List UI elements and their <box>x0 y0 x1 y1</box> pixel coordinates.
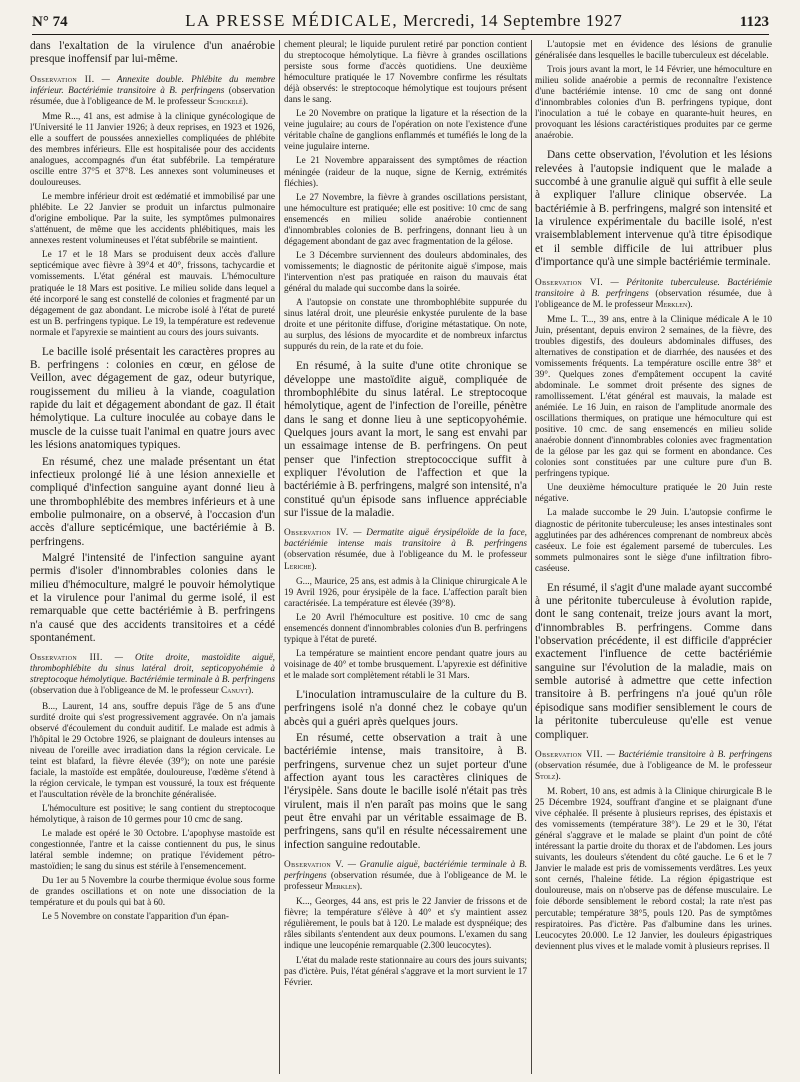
paragraph: Le 5 Novembre on constate l'apparition d'un épan- <box>42 912 229 923</box>
paragraph: Le 27 Novembre, la fièvre à grandes oscillations persistant, une hémoculture est pratiquée; elle est positive: 10 cmc de sang ensemencés en milieu solide anaérobie contiennent d'innombrables colonies de B. perfringens, donnant lieu à un dégagement abondant de gaz avec fragmentation de la gélose. <box>284 192 527 247</box>
column-rule <box>531 40 532 1074</box>
paragraph: Dans cette observation, l'évolution et les lésions relevées à l'autopsie indiquent que le malade a succombé à une granulie aiguë qui suffit à elle seule à expliquer l'allure clinique observée. La bactériémie à B. perfringens, malgré son intensité et la virulence expérimentale du bacille isolé, n'est vraisemblablement intervenue qu'à titre épisodique et il semble difficile de lui attribuer plus d'importance qu'à une simple bactériémie terminale. <box>535 149 772 269</box>
paragraph: La malade succombe le 29 Juin. L'autopsie confirme le diagnostic de péritonite tuberculeuse; les anses intestinales sont agglutinées par des adhérences comprenant de nombreux abcès caséeux. Le foie est également parsemé de tubercules. Les sommets pulmonaires sont le siège d'une infiltration fibro-caséeuse. <box>535 508 772 574</box>
paragraph: L'hémoculture est positive; le sang contient du streptocoque hémolytique, à raison de 10 germes pour 10 cmc de sang. <box>30 803 275 825</box>
column-middle <box>284 40 527 1076</box>
page-number: 1123 <box>739 14 769 30</box>
paragraph: En résumé, il s'agit d'une malade ayant succombé à une péritonite tuberculeuse à évolution rapide, dont le sang contenait, treize jours avant la mort, d'innombrables B. perfringens. Comme dans l'observation précédente, il est difficile d'apprécier exactement l'influence de cette bactériémie sanguine sur l'évolution de la maladie, mais on semble autorisé à admettre que cette infection transitoire à B. perfringens n'a joué qu'un rôle épisodique sans modifier sensiblement le cours de la péritonite tuberculeuse qu'elle est venue compliquer. <box>535 581 772 741</box>
paragraph: Le 3 Décembre surviennent des douleurs abdominales, des vomissements; le diagnostic de péritonite aiguë s'impose, mais l'intervention n'est pas pratiquée en raison du mauvais état général du malade qui succombe dans la soirée. <box>284 250 527 294</box>
running-title <box>185 11 622 34</box>
observation-heading-7: Observation VII. — Bactériémie transitoire à B. perfringens (observation résumée, due à l'obligeance de M. le professeur Stolz). <box>535 749 772 782</box>
observation-heading-4: Observation IV. — Dermatite aiguë érysipéloïde de la face, bactériémie intense mais transitoire à B. perfringens (observation résumée, due à l'obligeance du M. le professeur Leriche). <box>284 528 527 572</box>
paragraph: A l'autopsie on constate une thrombophlébite suppurée du sinus latéral droit, une pleurésie enkystée purulente de la base droite et une péritonite diffuse, d'origine métastatique. On note, au surplus, des lésions de myocardite et de nombreux infarctus suppurés du rein, de la rate et du foie. <box>284 298 527 353</box>
issue-date: Mercredi, 14 Septembre 1927 <box>403 11 623 30</box>
paragraph: Malgré l'intensité de l'infection sanguine ayant permis d'isoler d'innombrables colonies dans le milieu d'hémoculture, malgré le pouvoir hémolytique et la virulence pour l'animal du germe isolé, il est remarquable que cette bactériémie à B. perfringens n'a causé que des accidents transitoires et a cédé spontanément. <box>30 551 275 644</box>
paragraph: Mme R..., 41 ans, est admise à la clinique gynécologique de l'Université le 11 Janvier 1926; à deux reprises, en 1923 et 1926, elle a souffert de poussées annexielles compliquées de phlébite des membres inférieurs. Elle est hospitalisée pour des accidents analogues, accompagnés d'un état subfébrile. La température oscille entre 37°5 et 37°8. Les annexes sont volumineuses et douloureuses. <box>30 111 275 189</box>
paragraph: G..., Maurice, 25 ans, est admis à la Clinique chirurgicale A le 19 Avril 1926, pour érysipèle de la face. L'affection paraît bien caractérisée. La température est élevée (39°8). <box>284 576 527 609</box>
paragraph: Le membre inférieur droit est œdématié et immobilisé par une phlébite. Le 22 Janvier se produit un infarctus pulmonaire d'origine embolique. Par la suite, les symptômes pulmonaires s'atténuent, de même que les accidents phlébitiques, mais les annexes restent volumineuses et l'état subfébrile se maintient. <box>30 192 275 247</box>
page-header <box>32 8 769 35</box>
observation-heading-5: Observation V. — Granulie aiguë, bactériémie terminale à B. perfringens (observation résumée, due à l'obligeance de M. le professeur Merklen). <box>284 860 527 893</box>
paragraph: En résumé, à la suite d'une otite chronique se développe une mastoïdite aiguë, compliquée de thrombophlébite du sinus latéral. Le streptocoque hémolytique, agent de l'infection de l'oreille, pénètre dans le sang et donne lieu à une septicopyohémie. Quelques jours avant la mort, le sang est envahi par un essaimage intense de B. perfringens. On peut penser que l'infection streptococcique suffit à expliquer l'évolution de l'affection et que la bactériémie à B. perfringens, malgré son intensité, n'a constitué qu'un épisode sans influence appréciable sur l'issue de la maladie. <box>284 360 527 520</box>
observation-heading-2: Observation II. — Annexite double. Phlébite du membre inférieur. Bactériémie transitoire à B. perfringens (observation résumée, due à l'obligeance de M. le professeur Schickelé). <box>30 74 275 107</box>
paragraph: Le 21 Novembre apparaissent des symptômes de réaction méningée (raideur de la nuque, signe de Kernig, extrémités fléchies). <box>284 156 527 189</box>
paragraph: Le 20 Novembre on pratique la ligature et la résection de la veine jugulaire; au cours de l'opération on note l'existence d'une véritable chaîne de ganglions enflammés et tuméfiés le long de la veine jugulaire interne. <box>284 109 527 153</box>
issue-number: N° 74 <box>32 14 68 30</box>
column-right <box>535 40 772 1076</box>
paragraph: chement pleural; le liquide purulent retiré par ponction contient du streptocoque hémolytique. La fièvre à grandes oscillations persiste sous forme d'accès quotidiens. Une deuxième hémoculture pratiquée le 17 Novembre confirme les résultats déjà observés: le streptocoque hémolytique est toujours présent dans le sang. <box>284 40 527 106</box>
paragraph: Le malade est opéré le 30 Octobre. L'apophyse mastoïde est congestionnée, l'antre et la caisse contiennent du pus, le sinus latéral semble indemne; on pratique l'évidement pétro-mastoïdien; le sang du sinus est stérile à l'ensemencement. <box>30 829 275 873</box>
paragraph: Une deuxième hémoculture pratiquée le 20 Juin reste négative. <box>535 483 772 505</box>
journal-name: LA PRESSE MÉDICALE, <box>185 11 399 30</box>
paragraph: L'inoculation intramusculaire de la culture du B. perfringens isolé n'a donné chez le cobaye qu'un abcès qui a guéri après quelques jours. <box>284 689 527 728</box>
paragraph: Mme L. T..., 39 ans, entre à la Clinique médicale A le 10 Juin, présentant, depuis environ 2 semaines, de la fièvre, des troubles digestifs, des douleurs abdominales diffuses, des alternatives de constipation et de diarrhée, des nausées et des vomissements fréquents. La température oscille entre 38° et 39°. Quelques zones d'empâtement occupent la cavité abdominale. Le sommet droit présente des signes de ramollissement. L'état général est mauvais, la malade est anémiée. Le 16 Juin, en raison de l'amplitude anormale des oscillations thermiques, on pratique une hémoculture qui est positive. 10 cmc. de sang ensemencés en milieu solide anaérobie donnent d'innombrables colonies avec fragmentation de la gélose par les gaz qui se forment en abondance. Ces colonies sont constituées par une culture pure d'un B. perfringens typique. <box>535 314 772 480</box>
paragraph: Le bacille isolé présentait les caractères propres au B. perfringens : colonies en cœur, en gélose de Veillon, avec dégagement de gaz, odeur butyrique, rougissement du milieu à la viande, coagulation rapide du lait et dégagement abondant de gaz. Il était hémolytique. La culture inoculée au cobaye dans le muscle de la cuisse tuait l'animal en quatre jours avec les lésions anatomiques typiques. <box>30 345 275 452</box>
paragraph: L'état du malade reste stationnaire au cours des jours suivants; pas d'ictère. Puis, l'état général s'aggrave et la mort survient le 17 Février. <box>284 955 527 988</box>
observation-heading-3: Observation III. — Otite droite, mastoïdite aiguë, thrombophlébite du sinus latéral droit, septicopyohémie à streptocoque hémolytique. Bactériémie terminale à B. perfringens (observation due à l'obligeance de M. le professeur Canuyt). <box>30 653 275 697</box>
paragraph: En résumé, cette observation a trait à une bactériémie intense, mais transitoire, à B. perfringens, survenue chez un sujet porteur d'une affection ayant tous les caractères cliniques de l'érysipèle. Sans doute le bacille isolé n'était pas très virulent, mais il n'en paraît pas moins que le sang peut être envahi par un véritable essaimage de B. perfringens, sans qu'il en résulte nécessairement une infection sanguine redoutable. <box>284 732 527 851</box>
column-rule <box>279 40 280 1074</box>
paragraph: K..., Georges, 44 ans, est pris le 22 Janvier de frissons et de fièvre; la température s'élève à 40° et s'y maintient assez régulièrement, le pouls bat à 120. Le malade est dyspnéique; des râles sibilants s'entendent aux deux poumons. L'examen du sang indique une leucopénie remarquable (2.300 leucocytes). <box>284 897 527 952</box>
paragraph: La température se maintient encore pendant quatre jours au voisinage de 40° et tombe brusquement. L'apyrexie est définitive et le malade sort complètement rétabli le 31 Mars. <box>284 648 527 681</box>
paragraph: dans l'exaltation de la virulence d'un anaérobie presque inoffensif par lui-même. <box>30 40 275 66</box>
paragraph: Trois jours avant la mort, le 14 Février, une hémoculture en milieu solide anaérobie a permis de reconnaître l'existence d'une bactériémie intense. 10 cmc de sang ont donné d'innombrables colonies d'un B. perfringens typique, dont l'inoculation a tué le cobaye en quarante-huit heures, en provoquant les lésions caractéristiques produites par ce germe anaérobie. <box>535 65 772 142</box>
paragraph: Le 17 et le 18 Mars se produisent deux accès d'allure septicémique avec fièvre à 39°4 et 40°, frissons, tachycardie et vomissements. L'état général est mauvais. L'hémoculture pratiquée le 18 Mars est positive. Le milieu solide dans lequel a été incorporé le sang est constellé de colonies et fragmenté par un dégagement de gaz abondant. Le microbe isolé à l'état de pureté est un B. perfringens typique. Le 19, la température est redevenue normale et l'apyrexie se maintient au cours des jours suivants. <box>30 250 275 338</box>
paragraph: Le 20 Avril l'hémoculture est positive. 10 cmc de sang ensemencés donnent d'innombrables colonies d'un B. perfringens typique à l'état de pureté. <box>284 612 527 645</box>
paragraph: L'autopsie met en évidence des lésions de granulie généralisée dans lesquelles le bacille tuberculeux est décelable. <box>535 40 772 62</box>
paragraph: En résumé, chez une malade présentant un état infectieux prolongé lié à une lésion annexielle et compliqué d'infection sanguine ayant donné lieu à une thrombophlébite des membres inférieurs et à une embolie pulmonaire, on a observé, à l'occasion d'un accès d'allure septicémique, une bactériémie à B. perfringens. <box>30 455 275 548</box>
paragraph: B..., Laurent, 14 ans, souffre depuis l'âge de 5 ans d'une surdité droite qui s'est progressivement aggravée. On n'a jamais observé d'écoulement du conduit auditif. Le malade est admis à l'hôpital le 29 Octobre 1926, se plaignant de douleurs intenses au niveau de l'oreille avec irradiation dans la région cervicale. Le teint est blafard, la fièvre élevée (39°); on note une parésie faciale, la mastoïde est empâtée, douloureuse, l'œdème s'étend à la région cervicale, le tympan est voussuré, la toux est fréquente et l'auscultation révèle de la bronchite généralisée. <box>30 701 275 800</box>
paragraph: Du 1er au 5 Novembre la courbe thermique évolue sous forme de grandes oscillations et on note une dissociation de la température et du pouls qui bat à 60. <box>30 876 275 909</box>
observation-heading-6: Observation VI. — Péritonite tuberculeuse. Bactériémie transitoire à B. perfringens (observation résumée, due à l'obligeance de M. le professeur Merklen). <box>535 277 772 310</box>
paragraph: M. Robert, 10 ans, est admis à la Clinique chirurgicale B le 25 Décembre 1924, souffrant d'angine et se plaignant d'une vive céphalée. Il présente à plusieurs reprises, des épistaxis et des vomissements (température 38°). Le 29 et le 30, l'état général s'aggrave et le malade se plaint d'un point de côté intéressant la partie droite du thorax et de l'abdomen. Les jours suivants, les douleurs s'étendent du côté gauche. Le 6 et le 7 Janvier le malade est pris de vomissements verdâtres. Les yeux sont cernés, l'haleine fétide. La région épigastrique est douloureuse, mais on n'observe pas de défense musculaire. Le foie déborde sensiblement le rebord costal; la rate n'est pas percutable; température 38°5, pouls 120. Pas de symptômes respiratoires. Pas d'ictère. Pas d'albumine dans les urines. Leucocytes 20.000. Le 12 Janvier, les douleurs épigastriques deviennent plus vives et le malade vomit à plusieurs reprises. Il <box>535 787 772 952</box>
column-left <box>30 40 275 1076</box>
